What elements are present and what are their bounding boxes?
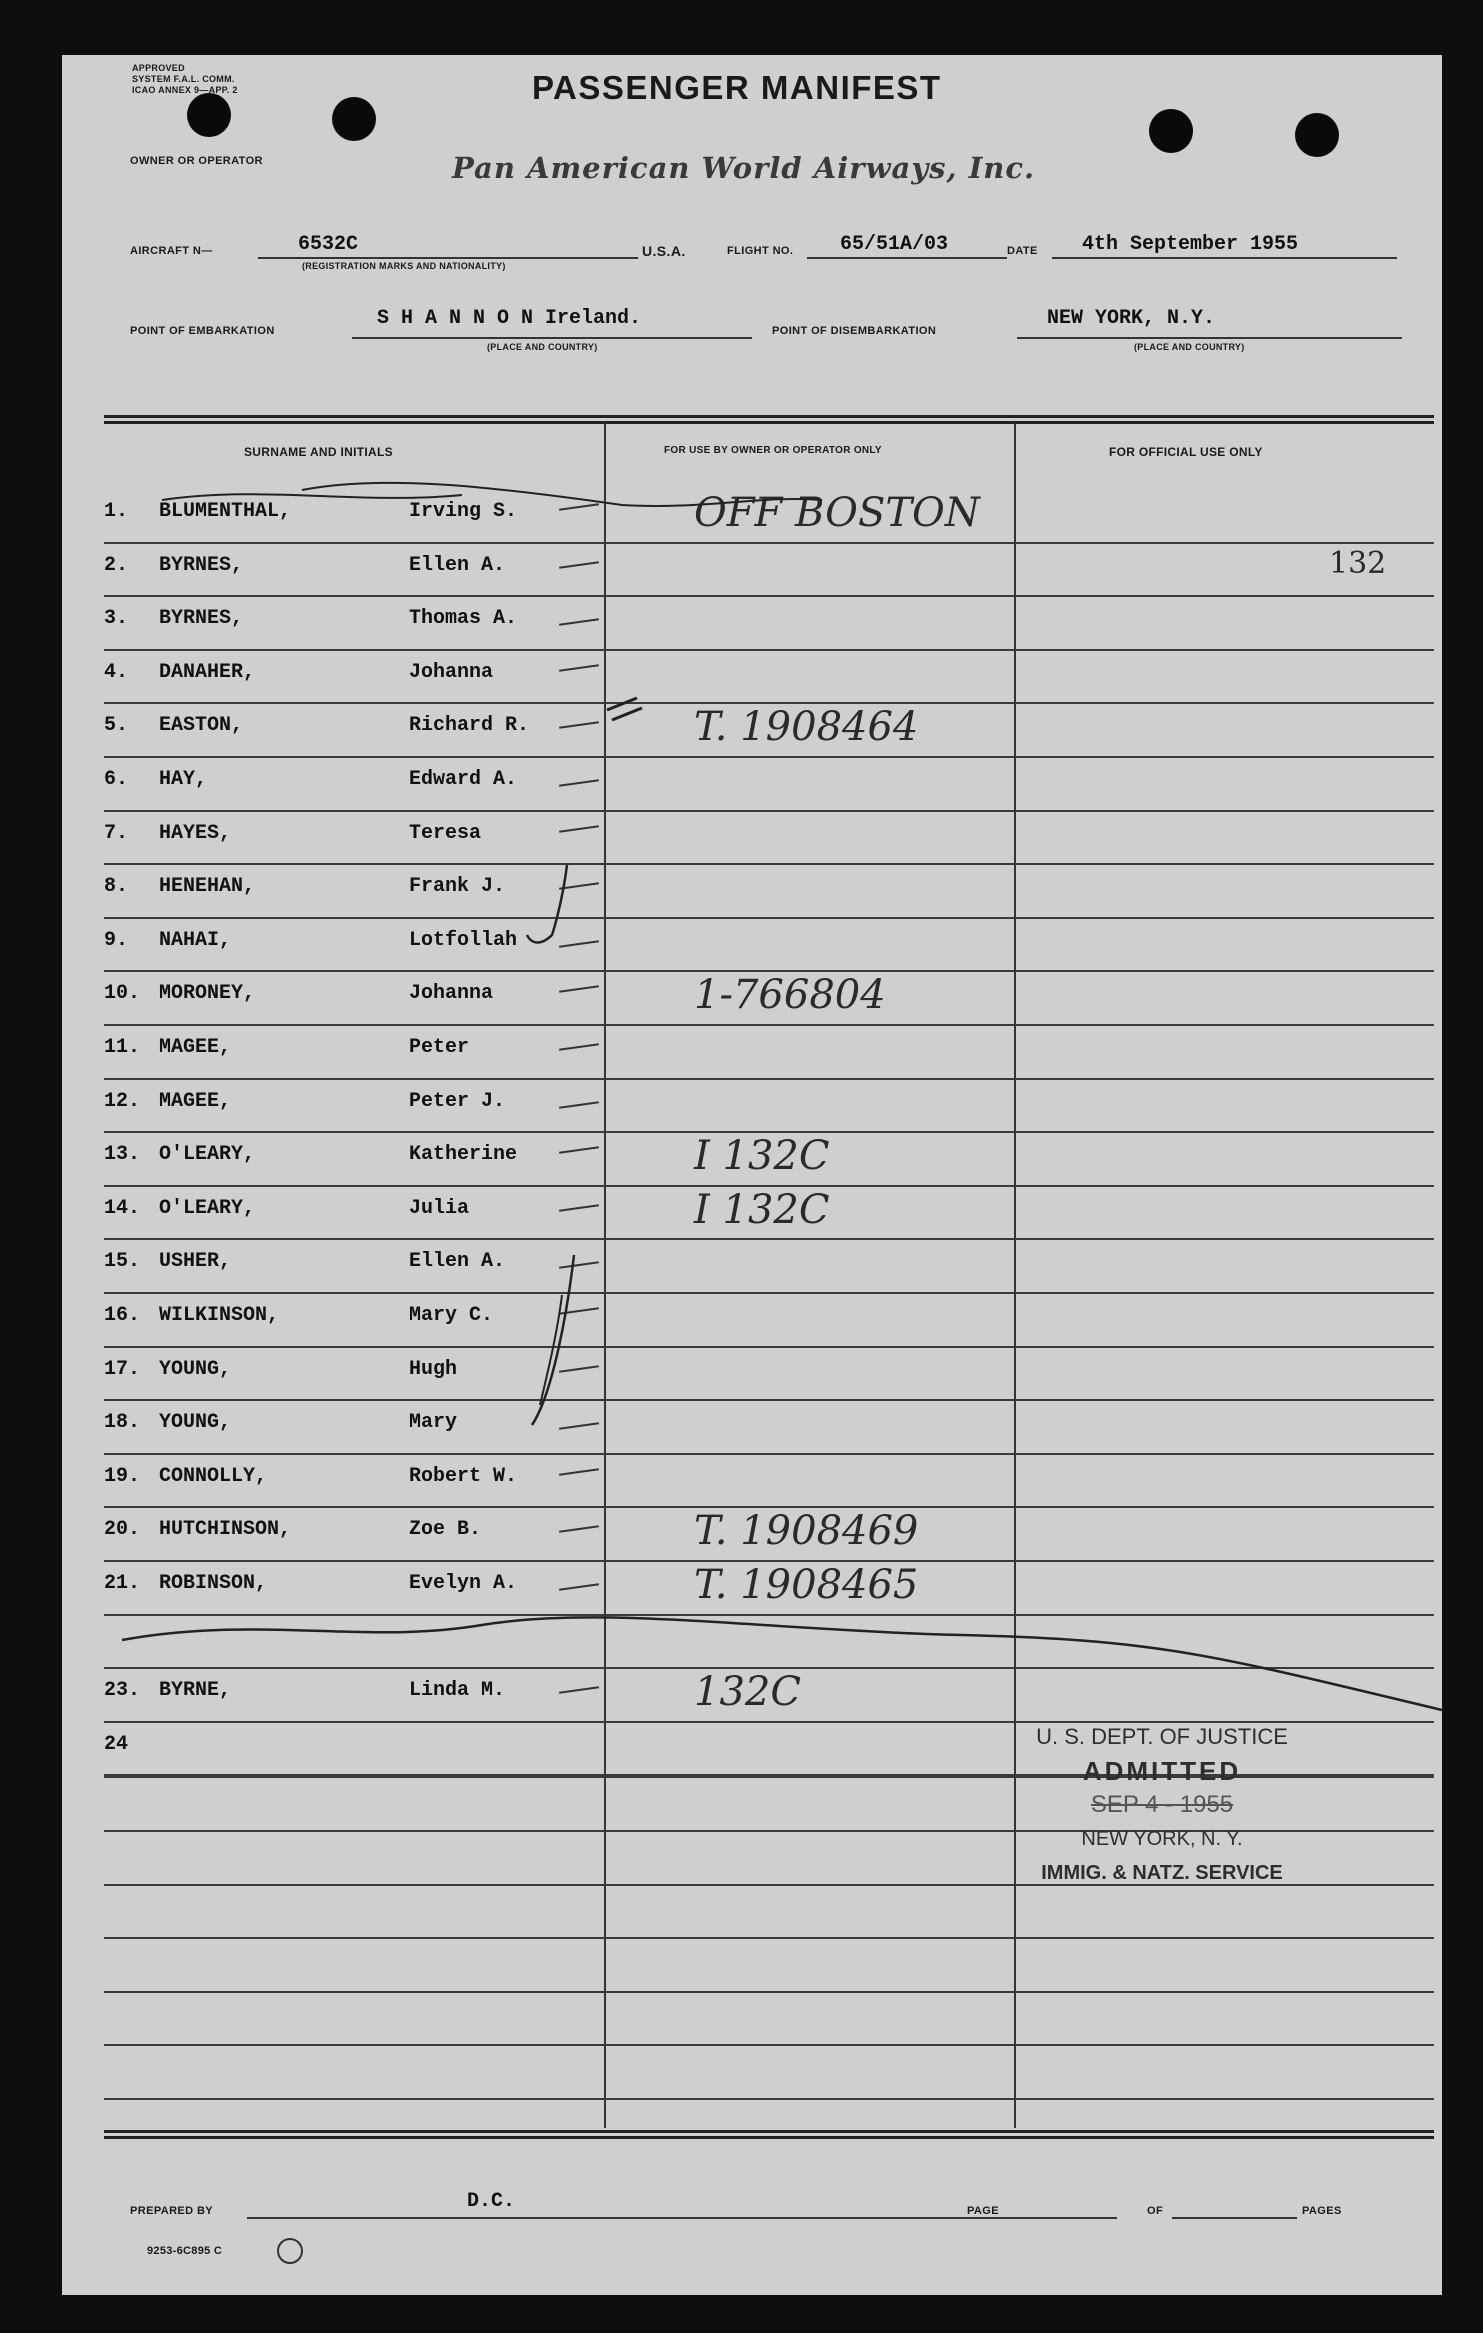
passenger-surname: O'LEARY, bbox=[159, 1143, 256, 1167]
strike-line bbox=[122, 1617, 1442, 1710]
row-number: 21. bbox=[104, 1572, 141, 1595]
flight-value: 65/51A/03 bbox=[840, 233, 949, 256]
passenger-given-name: Edward A. bbox=[409, 768, 518, 791]
of-line bbox=[1172, 2217, 1297, 2219]
passenger-surname: O'LEARY, bbox=[159, 1196, 256, 1220]
airline-name: Pan American World Airways, Inc. bbox=[452, 151, 1036, 185]
row-number: 24 bbox=[104, 1732, 129, 1756]
pen-marks bbox=[62, 55, 1442, 2295]
approval-note: APPROVED SYSTEM F.A.L. COMM. ICAO ANNEX 9—APP. 2 bbox=[132, 63, 238, 95]
operator-note: T. 1908469 bbox=[694, 1508, 919, 1555]
passenger-given-name: Julia bbox=[409, 1196, 470, 1220]
strike-line bbox=[162, 494, 462, 500]
operator-note: T. 1908464 bbox=[694, 704, 919, 751]
row-number: 16. bbox=[104, 1304, 141, 1327]
passenger-given-name: Peter J. bbox=[409, 1089, 506, 1113]
passenger-given-name: Peter bbox=[409, 1036, 470, 1059]
passenger-surname: YOUNG, bbox=[159, 1411, 232, 1435]
passenger-given-name: Ellen A. bbox=[409, 553, 506, 577]
place-country-note: (PLACE AND COUNTRY) bbox=[487, 342, 598, 352]
prepared-label: PREPARED BY bbox=[130, 2205, 214, 2217]
row-number: 3. bbox=[104, 607, 129, 631]
passenger-given-name: Zoe B. bbox=[409, 1518, 482, 1542]
tick-mark bbox=[527, 865, 567, 943]
operator-note: T. 1908465 bbox=[694, 1562, 919, 1608]
row-number: 13. bbox=[104, 1143, 141, 1167]
row-number: 23. bbox=[104, 1679, 141, 1703]
strike-line bbox=[302, 483, 822, 506]
passenger-given-name: Hugh bbox=[409, 1357, 458, 1381]
passenger-given-name: Johanna bbox=[409, 660, 494, 684]
union-bug-icon bbox=[277, 2238, 303, 2264]
of-label: OF bbox=[1147, 2205, 1164, 2217]
row-number: 7. bbox=[104, 821, 129, 845]
passenger-surname: CONNOLLY, bbox=[159, 1464, 268, 1488]
prepared-value: D.C. bbox=[467, 2190, 516, 2213]
passenger-surname: MORONEY, bbox=[159, 982, 256, 1006]
row-number: 2. bbox=[104, 553, 129, 577]
operator-note: OFF BOSTON bbox=[694, 490, 980, 536]
passenger-surname: NAHAI, bbox=[159, 928, 232, 952]
pages-label: PAGES bbox=[1302, 2205, 1342, 2217]
aircraft-label: AIRCRAFT N— bbox=[130, 245, 213, 257]
row-number: 15. bbox=[104, 1250, 141, 1274]
passenger-given-name: Mary bbox=[409, 1411, 458, 1435]
passenger-surname: HAY, bbox=[159, 768, 208, 791]
disembark-value: NEW YORK, N.Y. bbox=[1047, 307, 1216, 330]
row-number: 1. bbox=[104, 500, 129, 523]
stamp-line: ADMITTED bbox=[1082, 1756, 1242, 1786]
flight-label: FLIGHT NO. bbox=[727, 245, 794, 257]
passenger-surname: BLUMENTHAL, bbox=[159, 500, 292, 523]
admission-stamp bbox=[1012, 1720, 1312, 1890]
disembark-label: POINT OF DISEMBARKATION bbox=[772, 325, 937, 337]
passenger-surname: HENEHAN, bbox=[159, 875, 256, 899]
passenger-surname: BYRNES, bbox=[159, 607, 244, 631]
passenger-given-name: Evelyn A. bbox=[409, 1572, 518, 1595]
passenger-surname: BYRNES, bbox=[159, 553, 244, 577]
passenger-surname: EASTON, bbox=[159, 714, 244, 738]
passenger-surname: ROBINSON, bbox=[159, 1572, 268, 1595]
passenger-surname: YOUNG, bbox=[159, 1357, 232, 1381]
row-number: 14. bbox=[104, 1196, 141, 1220]
date-label: DATE bbox=[1007, 245, 1038, 257]
passenger-given-name: Frank J. bbox=[409, 875, 506, 899]
row-number: 4. bbox=[104, 660, 129, 684]
stamp-line: NEW YORK, N. Y. bbox=[1081, 1828, 1243, 1850]
operator-note: I 132C bbox=[694, 1133, 830, 1180]
passenger-given-name: Linda M. bbox=[409, 1679, 506, 1703]
row-number: 17. bbox=[104, 1357, 141, 1381]
aircraft-value: 6532C bbox=[298, 233, 359, 256]
manifest-sheet bbox=[62, 55, 1442, 2295]
passenger-surname: MAGEE, bbox=[159, 1036, 232, 1059]
form-number: 9253-6C895 C bbox=[147, 2245, 223, 2257]
passenger-given-name: Ellen A. bbox=[409, 1250, 506, 1274]
date-value: 4th September 1955 bbox=[1082, 233, 1299, 256]
row-number: 12. bbox=[104, 1089, 141, 1113]
prepared-line bbox=[247, 2217, 1027, 2219]
passenger-surname: USHER, bbox=[159, 1250, 232, 1274]
operator-note: 132C bbox=[694, 1669, 801, 1716]
scribble bbox=[607, 698, 642, 720]
page-label: PAGE bbox=[967, 2205, 999, 2217]
passenger-surname: BYRNE, bbox=[159, 1679, 232, 1703]
tick-mark bbox=[532, 1255, 574, 1425]
embark-value: S H A N N O N Ireland. bbox=[377, 307, 642, 330]
operator-note: 1-766804 bbox=[694, 972, 886, 1019]
embark-label: POINT OF EMBARKATION bbox=[130, 325, 275, 337]
row-number: 19. bbox=[104, 1464, 141, 1488]
operator-note: I 132C bbox=[694, 1186, 830, 1233]
passenger-surname: WILKINSON, bbox=[159, 1304, 280, 1327]
owner-label: OWNER OR OPERATOR bbox=[130, 155, 263, 167]
page-line bbox=[1007, 2217, 1117, 2219]
stamp-line: U. S. DEPT. OF JUSTICE bbox=[1036, 1724, 1288, 1749]
passenger-given-name: Thomas A. bbox=[409, 607, 518, 631]
passenger-given-name: Irving S. bbox=[409, 500, 518, 523]
passenger-surname: HUTCHINSON, bbox=[159, 1518, 292, 1542]
passenger-given-name: Katherine bbox=[409, 1143, 518, 1167]
passenger-given-name: Teresa bbox=[409, 821, 482, 845]
registration-note: (REGISTRATION MARKS AND NATIONALITY) bbox=[302, 261, 506, 271]
row-number: 5. bbox=[104, 714, 129, 738]
passenger-given-name: Johanna bbox=[409, 982, 494, 1006]
passenger-given-name: Richard R. bbox=[409, 714, 530, 738]
row-number: 10. bbox=[104, 982, 141, 1006]
column-header-operator: FOR USE BY OWNER OR OPERATOR ONLY bbox=[664, 445, 882, 456]
usa-label: U.S.A. bbox=[642, 243, 686, 259]
passenger-surname: HAYES, bbox=[159, 821, 232, 845]
passenger-given-name: Lotfollah bbox=[409, 928, 518, 952]
stamp-line: IMMIG. & NATZ. SERVICE bbox=[1041, 1862, 1283, 1884]
column-header-name: SURNAME AND INITIALS bbox=[244, 445, 393, 459]
stamp-date: SEP 4 - 1955 bbox=[1090, 1791, 1234, 1818]
passenger-given-name: Robert W. bbox=[409, 1464, 518, 1488]
passenger-surname: DANAHER, bbox=[159, 660, 256, 684]
row-number: 20. bbox=[104, 1518, 141, 1542]
passenger-surname: MAGEE, bbox=[159, 1089, 232, 1113]
row-number: 8. bbox=[104, 875, 129, 899]
row-number: 11. bbox=[104, 1036, 141, 1059]
official-note: 132 bbox=[1329, 545, 1387, 581]
row-number: 9. bbox=[104, 928, 129, 952]
column-header-official: FOR OFFICIAL USE ONLY bbox=[1109, 445, 1263, 459]
page-title: PASSENGER MANIFEST bbox=[532, 69, 942, 106]
place-country-note: (PLACE AND COUNTRY) bbox=[1134, 342, 1245, 352]
passenger-given-name: Mary C. bbox=[409, 1304, 494, 1327]
row-number: 6. bbox=[104, 768, 129, 791]
row-number: 18. bbox=[104, 1411, 141, 1435]
